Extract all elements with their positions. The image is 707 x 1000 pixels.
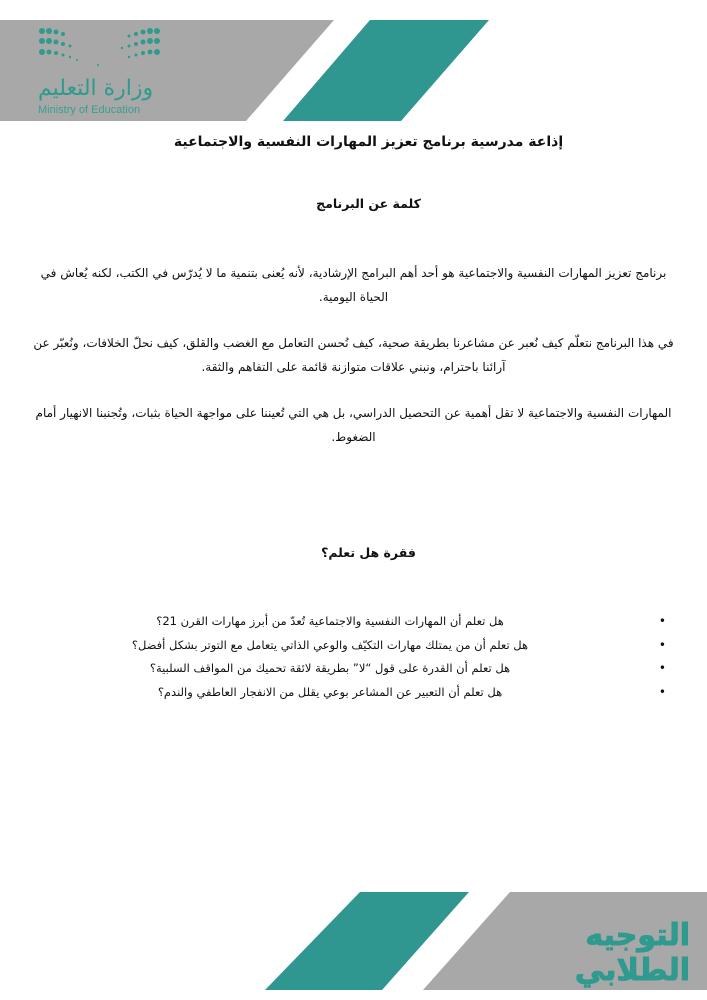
- paragraph-3: المهارات النفسية والاجتماعية لا تقل أهمية عن التحصيل الدراسي، بل هي التي تُعيننا على مواجهة الحياة بثبات، وتُجنبنا الانهيار أمام الضغوط.: [35, 406, 672, 444]
- ministry-logo-english: Ministry of Education: [38, 104, 141, 116]
- list-item: [110, 634, 700, 658]
- list-item-text: هل تعلم أن المهارات النفسية والاجتماعية تُعدّ من أبرز مهارات القرن 21؟: [156, 614, 504, 628]
- section-heading-did-you-know: فقرة هل تعلم؟: [321, 545, 416, 560]
- list-item: [110, 657, 700, 681]
- list-item-text: هل تعلم أن التعبير عن المشاعر بوعي يقلل من الانفجار العاطفي والندم؟: [157, 684, 503, 699]
- document-title: إذاعة مدرسية برنامج تعزيز المهارات النفسية والاجتماعية: [173, 134, 564, 150]
- bullet-icon: •: [658, 637, 666, 652]
- list-item-text: هل تعلم أن من يمتلك مهارات التكيّف والوعي الذاتي يتعامل مع التوتر بشكل أفضل؟: [131, 637, 529, 652]
- ministry-logo-dots-icon: [38, 27, 163, 67]
- list-item: [110, 681, 700, 705]
- student-guidance-label: التوجيه الطلابي: [574, 918, 690, 988]
- paragraph-1: برنامج تعزيز المهارات النفسية والاجتماعية هو أحد أهم البرامج الإرشادية، لأنه يُعنى بتنمية ما لا يُدرّس في الكتب، لكنه يُعاش في الحياة اليومية.: [40, 266, 667, 304]
- section-heading-about-program: كلمة عن البرنامج: [316, 196, 421, 211]
- did-you-know-list: [110, 610, 700, 704]
- bullet-icon: •: [658, 684, 666, 699]
- list-item-text: هل تعلم أن القدرة على قول “لا” بطريقة لائقة تحميك من المواقف السلبية؟: [149, 661, 511, 675]
- bullet-icon: •: [658, 661, 666, 675]
- ministry-logo-arabic: وزارة التعليم: [38, 76, 154, 101]
- paragraph-2: في هذا البرنامج نتعلّم كيف نُعبر عن مشاعرنا بطريقة صحية، كيف نُحسن التعامل مع الغضب والقلق، كيف نحلّ الخلافات، ونُعبّر عن آرائنا باحترام، ونبني علاقات متوازنة قائمة على التفاهم والثقة.: [33, 336, 674, 374]
- list-item: [110, 610, 700, 634]
- bullet-icon: •: [658, 614, 666, 628]
